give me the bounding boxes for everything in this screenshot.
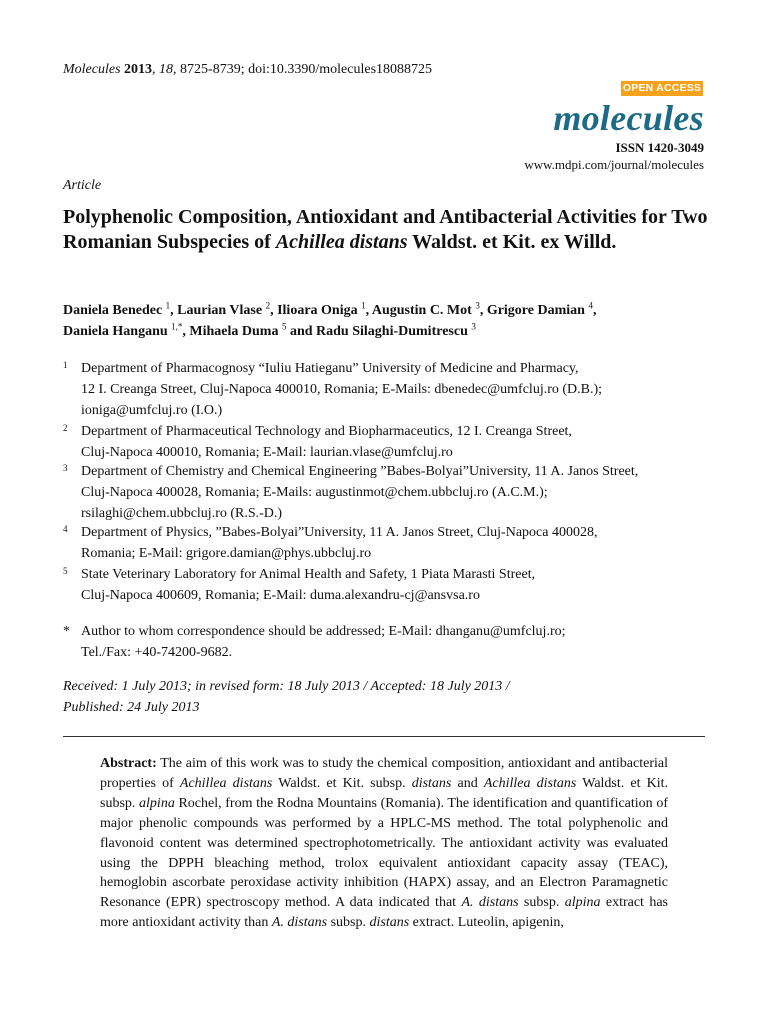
abstract: Abstract: The aim of this work was to study the chemical composition, antioxidant and antibacterial properties of Achillea distans Waldst. et Kit. subsp. distans and Achillea distans Waldst. et Kit. subsp. alpina Rochel, from the Rodna Mountains (Romania). The identification and quantification of major phenolic compounds was performed by a HPLC-MS method. The total polyphenolic and flavonoid content was determined spectrophotometrically. The antioxidant activity was evaluated using the DPPH bleaching method, trolox equivalent antioxidant capacity assay (TEAC), hemoglobin ascorbate peroxidase activity inhibition (HAPX) assay, and an Electron Paramagnetic Resonance (EPR) spectroscopy method. A data indicated that A. distans subsp. alpina extract has more antioxidant activity than A. distans subsp. distans extract. Luteolin, apigenin, xyxy=(100,756,669,931)
author: Radu Silaghi-Dumitrescu $^3$ xyxy=(316,321,476,339)
affiliation: 4 Department of Physics, ”Babes-Bolyai”University, 11 A. Janos Street, Cluj-Napoca 400028, Romania; E-Mail: grigore.damian@phys.ubbcluj.ro xyxy=(63,524,598,561)
author: Ilioara Oniga $^1$ xyxy=(277,300,366,318)
publication-dates: Received: 1 July 2013; in revised form: 18 July 2013 / Accepted: 18 July 2013 / Published: 24 July 2013 xyxy=(63,679,510,715)
citation-journal: Molecules xyxy=(63,62,121,77)
correspondence-note: * Author to whom correspondence should be addressed; E-Mail: dhanganu@umfcluj.ro; Tel./Fax: +40-74200-9682. xyxy=(63,624,566,660)
citation-line: Molecules 2013, 18, 8725-8739; doi:10.3390/molecules18088725 xyxy=(63,62,433,77)
author-list: Daniela Benedec $^1$, Laurian Vlase $^2$, Ilioara Oniga $^1$, Augustin C. Mot $^3$, Grigore Damian $^4$, Daniela Hanganu $^{1,*}$, Mihaela Duma $^5$ and Radu Silaghi-Dumitrescu $^3$ xyxy=(63,300,597,339)
author: Augustin C. Mot $^3$ xyxy=(371,300,480,318)
abstract-label: Abstract: xyxy=(100,756,157,771)
title-main: Polyphenolic Composition, Antioxidant and Antibacterial Activities for Two Romanian Subspecies of xyxy=(63,206,708,253)
journal-url[interactable]: www.mdpi.com/journal/molecules xyxy=(524,157,704,172)
author: Grigore Damian $^4$ xyxy=(486,300,593,318)
citation-year: 2013 xyxy=(124,62,153,77)
affiliation: 2 Department of Pharmaceutical Technology and Biopharmaceutics, 12 I. Creanga Street, Cluj-Napoca 400010, Romania; E-Mail: laurian.vlase@umfcluj.ro xyxy=(63,423,572,460)
section-divider xyxy=(63,736,705,737)
author: Laurian Vlase $^2$ xyxy=(177,300,271,318)
article-type: Article xyxy=(63,178,102,193)
affiliation: 3 Department of Chemistry and Chemical Engineering ”Babes-Bolyai”University, 11 A. Janos Street, Cluj-Napoca 400028, Romania; E-Mails: augustinmot@chem.ubbcluj.ro (A.C.M.); rsilaghi@chem.ubbcluj.ro (R.S.-D.) xyxy=(63,463,639,521)
author: Daniela Benedec $^1$ xyxy=(63,300,171,318)
citation-volume: 18 xyxy=(159,62,174,77)
journal-logo: molecules xyxy=(553,98,704,138)
title-species: Achillea distans xyxy=(275,231,408,253)
citation-rest: , 8725-8739; doi:10.3390/molecules18088725 xyxy=(173,62,433,77)
affiliation: 1 Department of Pharmacognosy “Iuliu Hatieganu” University of Medicine and Pharmacy, 12 I. Creanga Street, Cluj-Napoca 400010, Romania; E-Mails: dbenedec@umfcluj.ro (D.B.); ioniga@umfcluj.ro (I.O.) xyxy=(63,360,603,418)
open-access-badge: OPEN ACCESS xyxy=(622,82,702,94)
paper-title xyxy=(63,205,713,255)
affiliation: 5 State Veterinary Laboratory for Animal Health and Safety, 1 Piata Marasti Street, Cluj-Napoca 400609, Romania; E-Mail: duma.alexandru-cj@ansvsa.ro xyxy=(63,566,536,603)
author: Daniela Hanganu $^{1,*}$ xyxy=(63,321,183,339)
author: Mihaela Duma $^5$ xyxy=(189,321,287,339)
issn: ISSN 1420-3049 xyxy=(615,140,704,155)
title-rest: Waldst. et Kit. ex Willd. xyxy=(407,231,617,253)
author-and: and xyxy=(289,324,313,339)
